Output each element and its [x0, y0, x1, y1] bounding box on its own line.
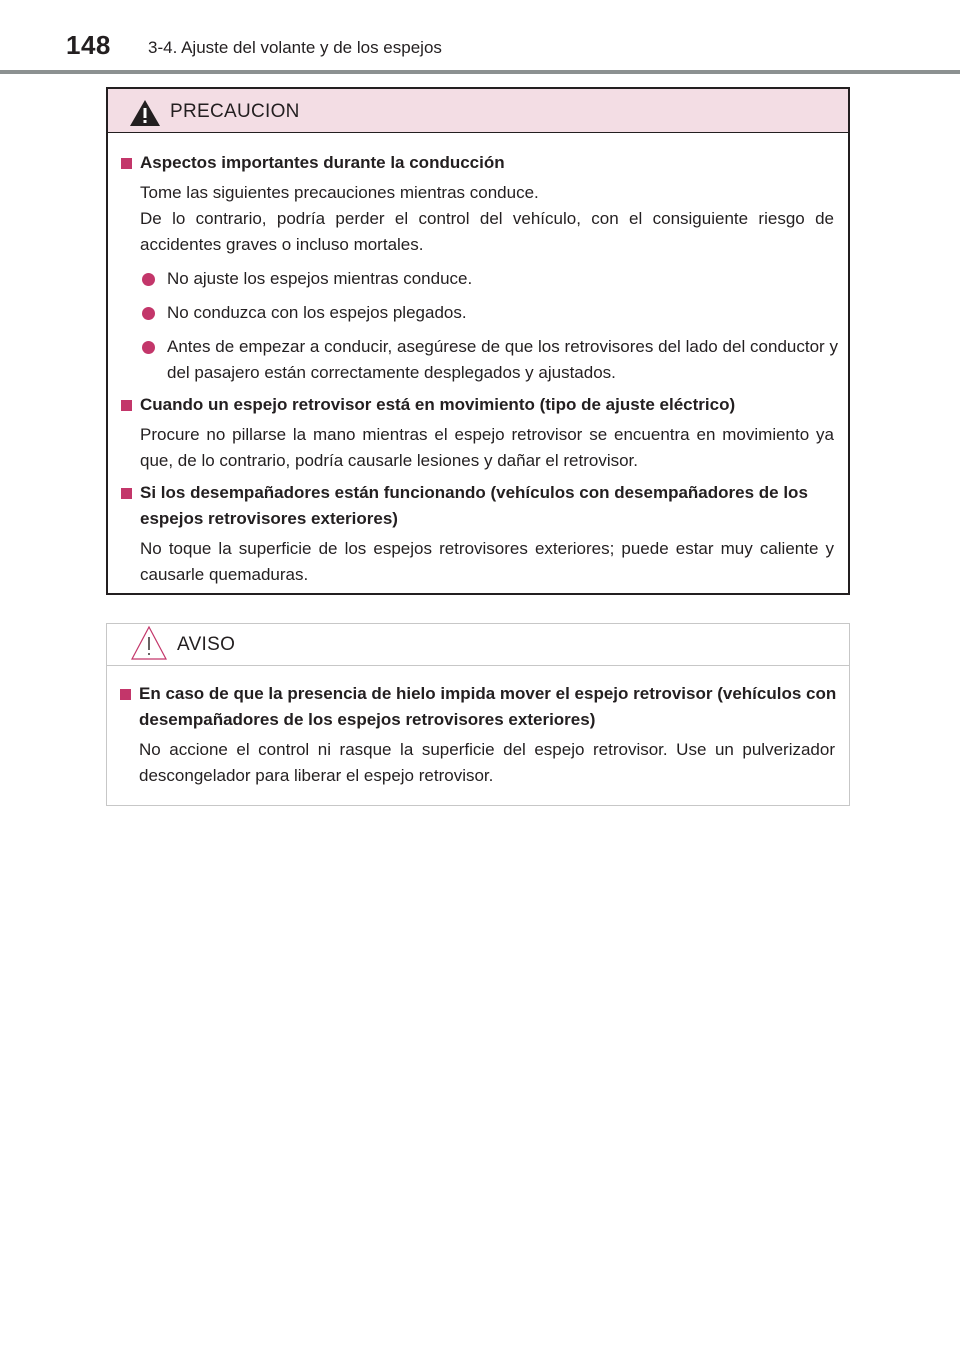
page-header	[0, 0, 960, 76]
page-number: 148	[66, 30, 111, 60]
caution-item	[116, 480, 840, 588]
notice-item	[115, 681, 841, 789]
list-item	[140, 300, 840, 326]
notice-header	[107, 624, 849, 666]
header-rule	[0, 70, 960, 74]
caution-item-title: Si los desempañadores están funcionando (vehículos con desempañadores de los espejos retrovisores exteriores)	[140, 483, 808, 528]
caution-box	[106, 87, 850, 595]
notice-item-text: No accione el control ni rasque la superficie del espejo retrovisor. Use un pulverizador descongelador para liberar el espejo retrovisor.	[139, 740, 835, 785]
bullet-text: No conduzca con los espejos plegados.	[167, 303, 467, 322]
caution-item	[116, 392, 840, 474]
caution-label: PRECAUCION	[170, 101, 300, 122]
bullet-text: Antes de empezar a conducir, asegúrese de que los retrovisores del lado del conductor y del pasajero están correctamente desplegados y ajustados.	[167, 337, 838, 382]
caution-item-title: Aspectos importantes durante la conducción	[140, 153, 505, 172]
square-bullet-icon	[121, 400, 132, 411]
square-bullet-icon	[121, 488, 132, 499]
bullet-text: No ajuste los espejos mientras conduce.	[167, 269, 473, 288]
caution-item-text: No toque la superficie de los espejos retrovisores exteriores; puede estar muy caliente y causarle quemaduras.	[140, 539, 834, 584]
warning-triangle-icon	[128, 98, 162, 128]
caution-item-title: Cuando un espejo retrovisor está en movimiento (tipo de ajuste eléctrico)	[140, 395, 736, 414]
list-item	[140, 334, 840, 386]
warning-triangle-outline-icon	[129, 624, 169, 662]
notice-body	[107, 666, 849, 789]
square-bullet-icon	[121, 158, 132, 169]
caution-item	[116, 150, 840, 386]
section-title: 3-4. Ajuste del volante y de los espejos	[148, 38, 442, 57]
square-bullet-icon	[120, 689, 131, 700]
caution-body	[108, 133, 848, 588]
notice-label: AVISO	[177, 634, 236, 655]
caution-item-text: Procure no pillarse la mano mientras el espejo retrovisor se encuentra en movimiento ya que, de lo contrario, podría causarle lesiones y dañar el retrovisor.	[140, 425, 834, 470]
notice-item-title: En caso de que la presencia de hielo impida mover el espejo retrovisor (vehículos con desempañadores de los espejos retrovisores exteriores)	[139, 684, 837, 729]
round-bullet-icon	[142, 273, 155, 286]
notice-box	[106, 623, 850, 806]
caution-header	[108, 89, 848, 133]
round-bullet-icon	[142, 341, 155, 354]
caution-item-text: Tome las siguientes precauciones mientras conduce. De lo contrario, podría perder el control del vehículo, con el consiguiente riesgo de accidentes graves o incluso mortales.	[140, 183, 834, 254]
round-bullet-icon	[142, 307, 155, 320]
list-item	[140, 266, 840, 292]
